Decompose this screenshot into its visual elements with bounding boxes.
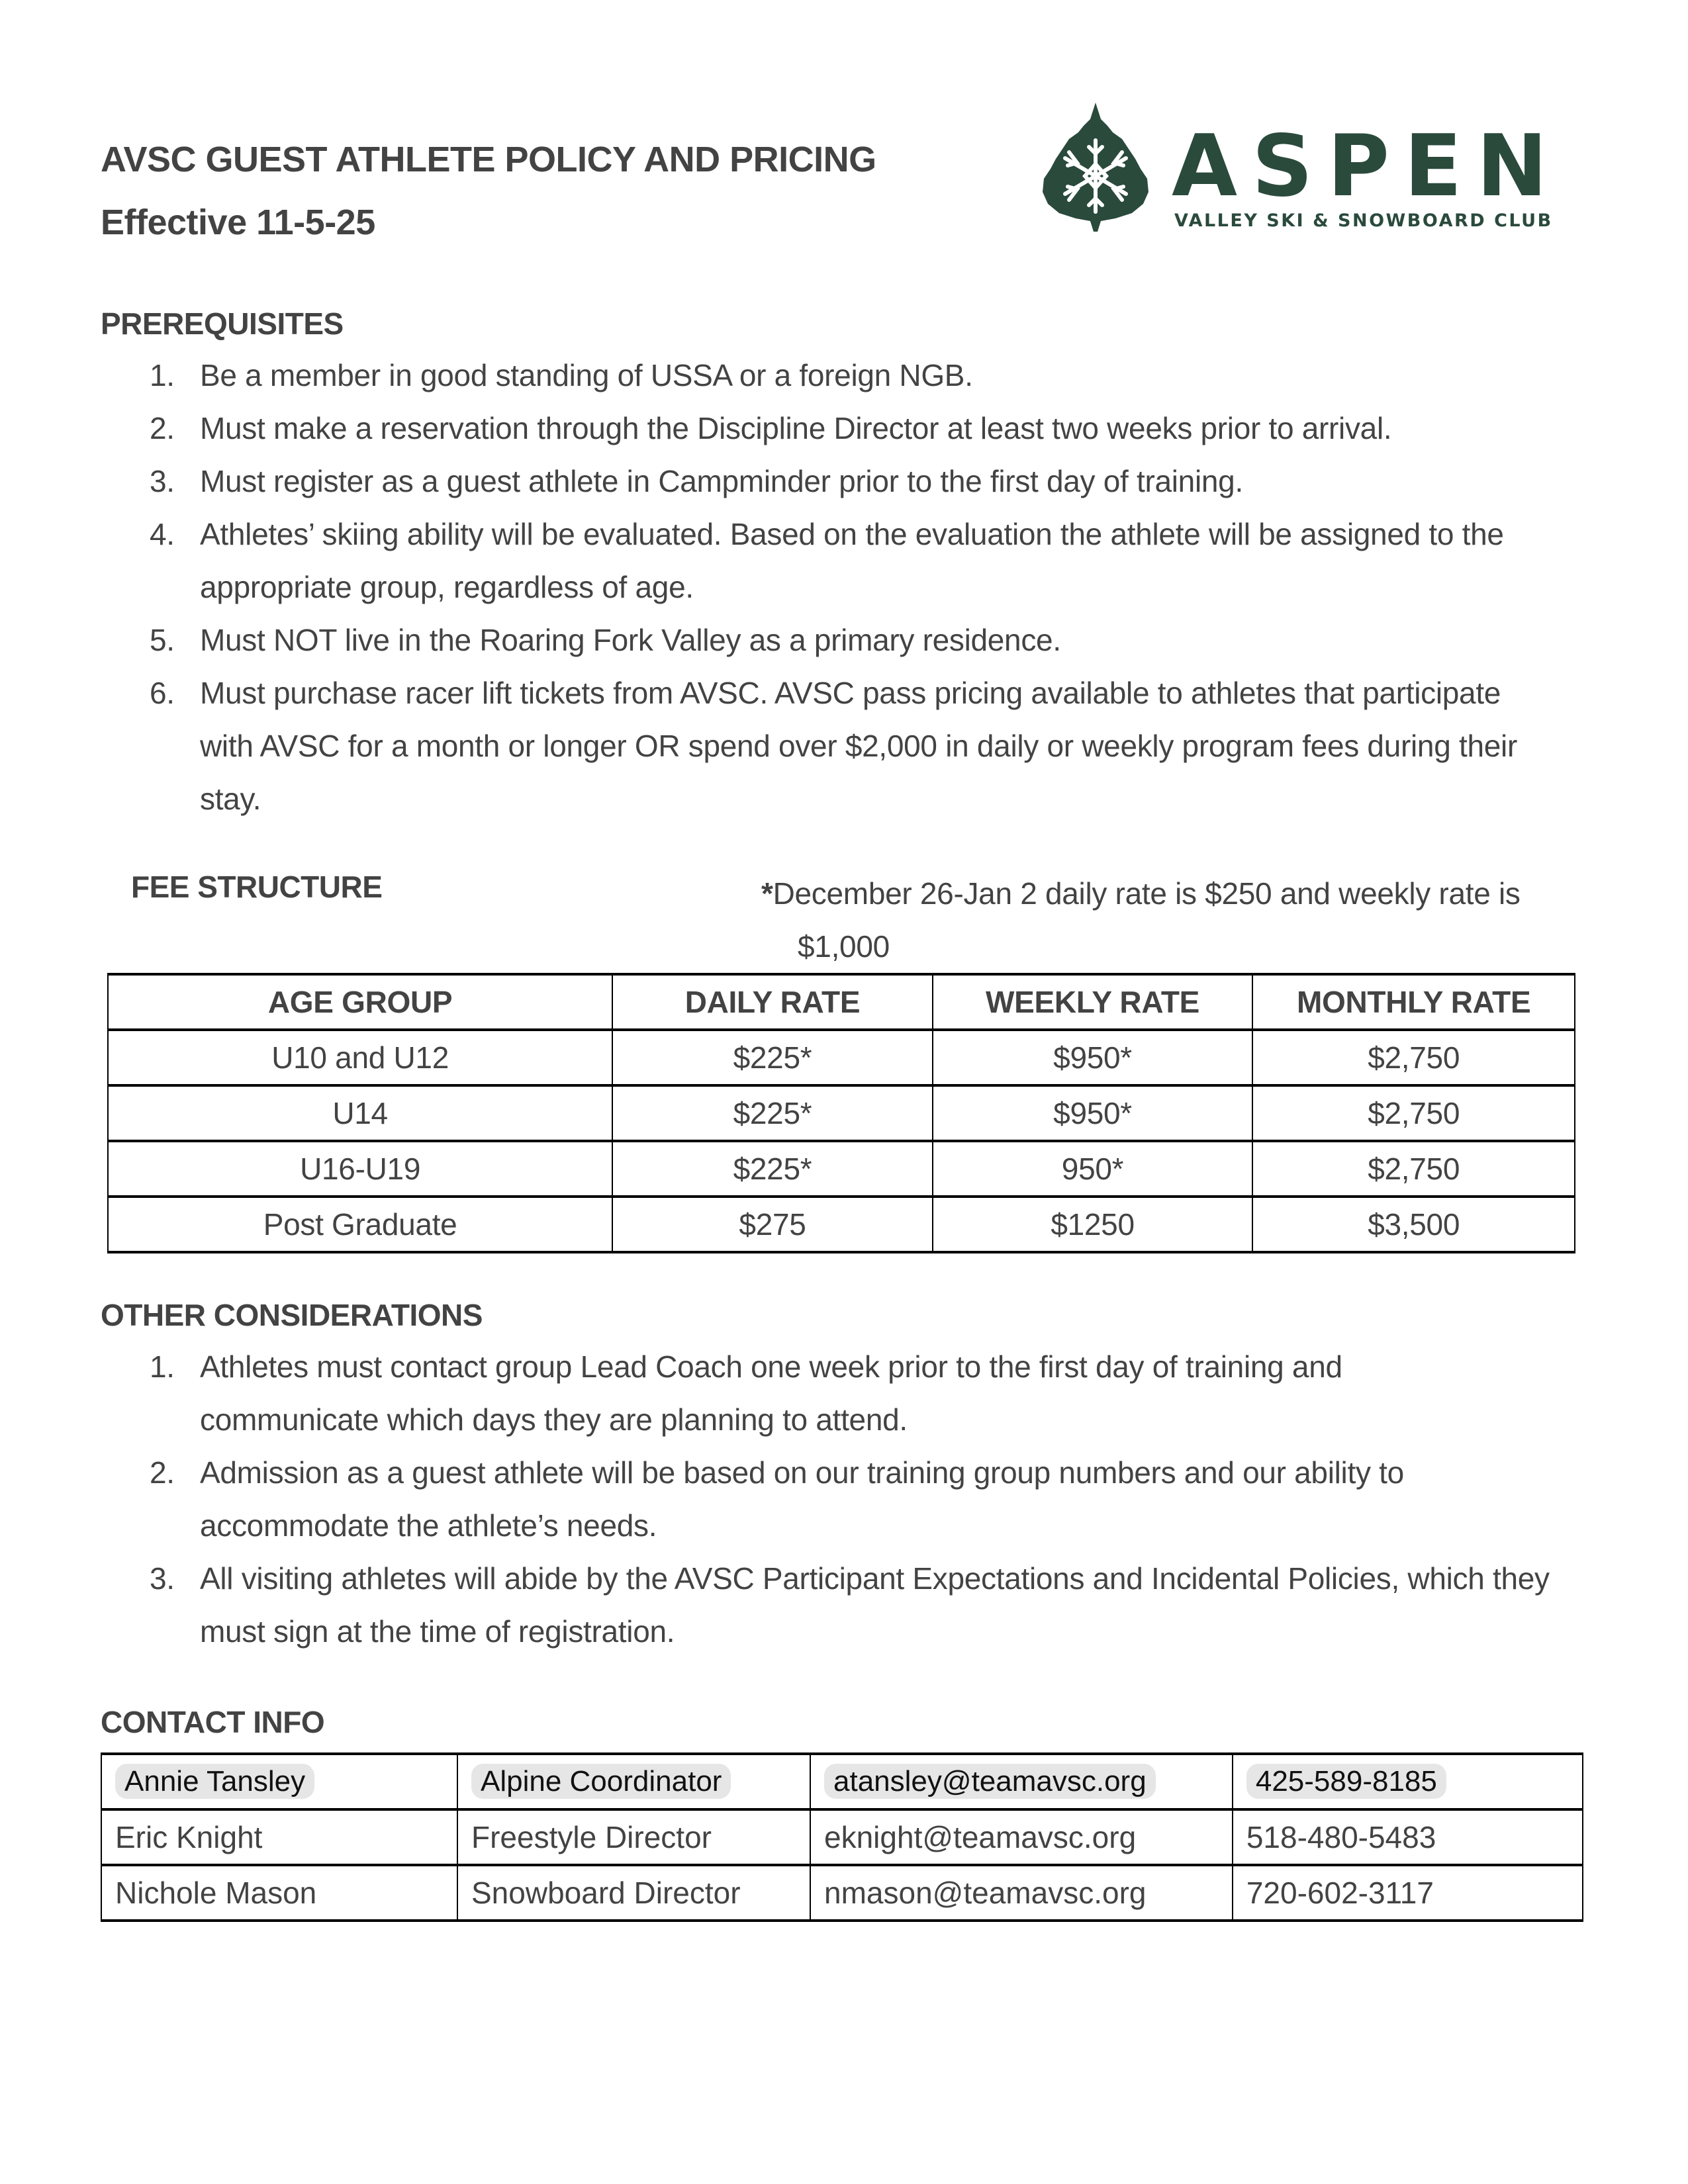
logo-tagline: VALLEY SKI & SNOWBOARD CLUB <box>1174 210 1553 231</box>
contact-phone-cell: 425-589-8185 <box>1233 1754 1583 1809</box>
contact-role-cell: Snowboard Director <box>457 1865 810 1921</box>
contact-name-cell: Nichole Mason <box>101 1865 457 1921</box>
list-item: 5. Must NOT live in the Roaring Fork Valley as a primary residence. <box>150 623 1061 657</box>
footnote-asterisk: * <box>761 876 773 911</box>
list-item: 3. All visiting athletes will abide by the AVSC Participant Expectations and Incidental Policies, which they must sign at the time of registration. <box>150 1561 1550 1649</box>
column-header: AGE GROUP <box>108 974 612 1030</box>
logo-wordmark: ASPEN <box>1172 117 1562 216</box>
table-row <box>108 1030 1575 1085</box>
list-item: 1. Be a member in good standing of USSA or a foreign NGB. <box>150 358 973 392</box>
age-group-cell: Post Graduate <box>108 1197 612 1252</box>
table-row <box>101 1809 1583 1865</box>
table-row <box>101 1754 1583 1809</box>
contact-phone-cell: 518-480-5483 <box>1233 1809 1583 1865</box>
aspen-leaf-snowflake-icon <box>1029 99 1162 232</box>
list-item: 3. Must register as a guest athlete in Campminder prior to the first day of training. <box>150 464 1243 498</box>
prerequisites-list <box>101 349 1583 825</box>
age-group-cell: U10 and U12 <box>108 1030 612 1085</box>
table-row <box>108 1085 1575 1141</box>
prerequisites-heading: PREREQUISITES <box>101 306 344 341</box>
contact-name-cell: Annie Tansley <box>101 1754 457 1809</box>
contact-name-cell: Eric Knight <box>101 1809 457 1865</box>
list-item: 4. Athletes’ skiing ability will be evaluated. Based on the evaluation the athlete will be assigned to the appropriate group, regardless of age. <box>150 517 1504 604</box>
table-row <box>108 1197 1575 1252</box>
table-header-row <box>108 974 1575 1030</box>
contact-role-cell: Freestyle Director <box>457 1809 810 1865</box>
effective-date: Effective 11-5-25 <box>101 203 375 242</box>
age-group-cell: U16-U19 <box>108 1141 612 1197</box>
other-considerations-list <box>101 1340 1583 1658</box>
column-header: MONTHLY RATE <box>1252 974 1575 1030</box>
age-group-cell: U14 <box>108 1085 612 1141</box>
column-header: WEEKLY RATE <box>933 974 1253 1030</box>
contact-email-link[interactable]: eknight@teamavsc.org <box>810 1809 1233 1865</box>
daily-rate-cell: $275 <box>612 1197 933 1252</box>
daily-rate-cell: $225* <box>612 1141 933 1197</box>
column-header: DAILY RATE <box>612 974 933 1030</box>
fee-structure-heading: FEE STRUCTURE <box>131 870 383 904</box>
monthly-rate-cell: $2,750 <box>1252 1141 1575 1197</box>
daily-rate-cell: $225* <box>612 1085 933 1141</box>
holiday-rate-footnote: *December 26-Jan 2 daily rate is $250 and weekly rate is $1,000 <box>761 876 1521 964</box>
contact-info-heading: CONTACT INFO <box>101 1705 325 1739</box>
list-item: 6. Must purchase racer lift tickets from AVSC. AVSC pass pricing available to athletes that participate with AVSC for a month or longer OR spend over $2,000 in daily or weekly program fees during their stay. <box>150 676 1517 816</box>
list-item: 2. Admission as a guest athlete will be based on our training group numbers and our ability to accommodate the athlete’s needs. <box>150 1455 1404 1543</box>
weekly-rate-cell: $1250 <box>933 1197 1253 1252</box>
list-item: 1. Athletes must contact group Lead Coach one week prior to the first day of training and communicate which days they are planning to attend. <box>150 1349 1342 1437</box>
contact-role-cell: Alpine Coordinator <box>457 1754 810 1809</box>
list-item: 2. Must make a reservation through the Discipline Director at least two weeks prior to arrival. <box>150 411 1392 445</box>
weekly-rate-cell: $950* <box>933 1030 1253 1085</box>
contact-table <box>101 1752 1583 1922</box>
contact-phone-cell: 720-602-3117 <box>1233 1865 1583 1921</box>
monthly-rate-cell: $2,750 <box>1252 1085 1575 1141</box>
page-title: AVSC GUEST ATHLETE POLICY AND PRICING <box>101 140 876 179</box>
daily-rate-cell: $225* <box>612 1030 933 1085</box>
other-considerations-heading: OTHER CONSIDERATIONS <box>101 1298 483 1332</box>
table-row <box>101 1865 1583 1921</box>
contact-email-link[interactable]: nmason@teamavsc.org <box>810 1865 1233 1921</box>
weekly-rate-cell: 950* <box>933 1141 1253 1197</box>
aspen-logo <box>1029 99 1562 238</box>
weekly-rate-cell: $950* <box>933 1085 1253 1141</box>
contact-email-link[interactable]: atansley@teamavsc.org <box>810 1754 1233 1809</box>
monthly-rate-cell: $2,750 <box>1252 1030 1575 1085</box>
fee-table <box>107 973 1575 1253</box>
table-row <box>108 1141 1575 1197</box>
monthly-rate-cell: $3,500 <box>1252 1197 1575 1252</box>
